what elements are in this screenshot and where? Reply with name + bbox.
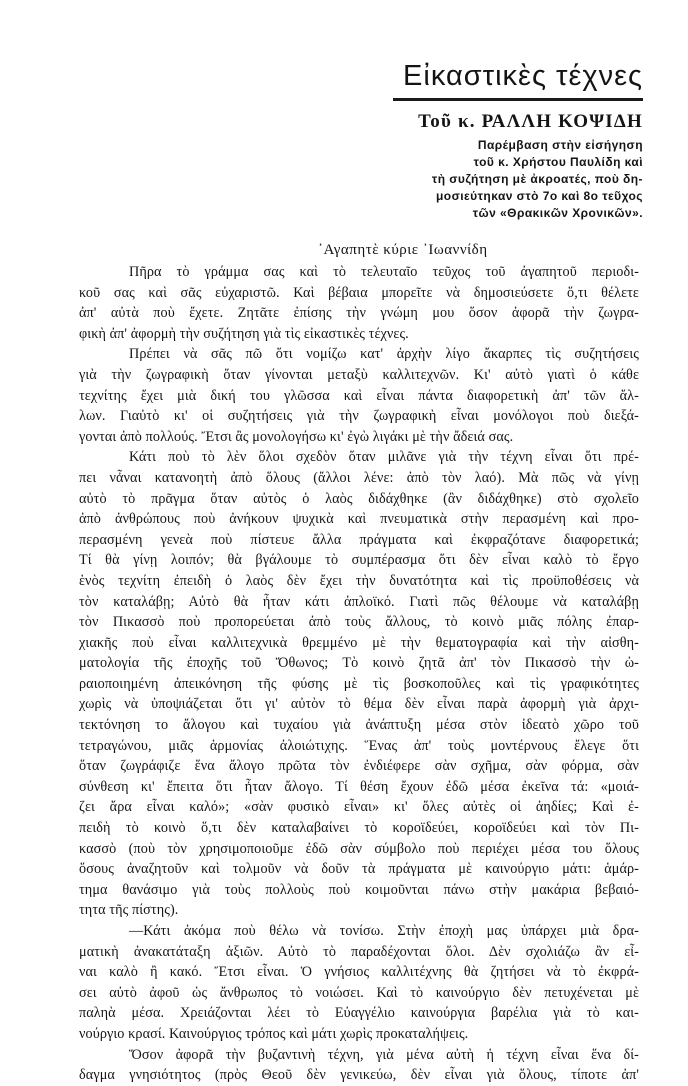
subhead-line: τοῦ κ. Χρήστου Παυλίδη καὶ: [473, 155, 643, 169]
body-line: περασμένη γενεὰ ποὺ πίστευε ἄλλα πράγματα καὶ ἐκφραζότανε διαφορετικά;: [79, 531, 639, 548]
body-line: γονται ἀπὸ πολλούς. Ἔτσι ἂς μονολογήσω κι' ἐγὼ λιγάκι μὲ τὴν ἄδειά σας.: [79, 428, 514, 445]
body-line: ραιοποιημένη ἀπεικόνηση τῆς φύσης μὲ τὶς βοσκοποῦλες καὶ τὶς γραφικότητες: [79, 675, 639, 692]
body-line: ἀπ' αὐτὰ ποὺ ἔχετε. Ζητᾶτε ἐπίσης τὴν γνώμη μου ὅσον ἀφορᾶ τὴν ζωγρα-: [79, 305, 639, 322]
article-subhead: [384, 137, 643, 222]
body-line: δαγμα γνησιότητος (πρὸς Θεοῦ δὲν γενικεύω, δὲν εἶναι γιὰ ὅλους, τίποτε ἀπ': [79, 1067, 639, 1084]
body-line: ναι καλὸ ἢ κακό. Ἔτσι εἶναι. Ὁ γνήσιος καλλιτέχνης θὰ ζητήσει νὰ τὸ ἐκφρά-: [79, 964, 639, 981]
body-line: ἑνὸς τεχνίτη ἐπειδὴ ὁ λαὸς δὲν ἔχει τὴν δυνατότητα καὶ τὶς προϋποθέσεις νὰ: [79, 572, 639, 589]
body-line: ὅσους ἀναζητοῦν καὶ τολμοῦν νὰ δοῦν τὰ πράγματα μὲ καινούργιο μάτι: ἁμάρ-: [79, 861, 639, 878]
subhead-line: Παρέμβαση στὴν εἰσήγηση: [477, 138, 643, 152]
body-line: σύνθεση κι' ἔπειτα ὅτι ἦταν ἄλογο. Τί θέση ἔχουν ἐδῶ μέσα ἐκεῖνα τά: «μοιά-: [79, 778, 639, 795]
body-line: λων. Γιαὐτὸ κι' οἱ συζητήσεις γιὰ τὴν ζωγραφικὴ εἶναι μονόλογοι ποὺ διεξά-: [79, 408, 639, 425]
body-line: Ὅσον ἀφορᾶ τὴν βυζαντινὴ τέχνη, γιὰ μένα αὐτὴ ἡ τέχνη εἶναι ἕνα δί-: [129, 1046, 639, 1063]
section-title: Εἰκαστικὲς τέχνες: [403, 60, 643, 92]
author-byline: Τοῦ κ. ΡΑΛΛΗ ΚΟΨΙΔΗ: [418, 111, 643, 132]
letter-salutation: ᾿Αγαπητὲ κύριε ᾿Ιωαννίδη: [318, 242, 488, 258]
body-line: φικὴ ἀπ' ἀφορμὴ τὴν συζήτηση γιὰ τὶς εἰκαστικὲς τέχνες.: [79, 325, 409, 342]
body-line: αὐτὸ τὸ πρᾶγμα ὅταν αὐτὸς ὁ λαὸς διδάχθηκε (ἂν διδάχθηκε) στὸ σχολεῖο: [79, 490, 639, 507]
body-line: σει αὐτὸ ἀφοῦ ὡς ἄνθρωπος τὸ νοιώσει. Καὶ τὸ καινούργιο δὲν πετυχένεται μὲ: [79, 984, 639, 1001]
body-line: τημα θανάσιμο γιὰ τοὺς πολλοὺς ποὺ κοιμοῦνται πάνω στὴν μακάρια βεβαιό-: [79, 881, 639, 898]
body-line: κασσὸ (ποὺ τὸν χρησιμοποιοῦμε ἐδῶ σὰν σύμβολο ποὺ περιέχει μέσα του ὅλους: [79, 840, 639, 857]
body-line: τετραγώνου, μιᾶς ἁρμονίας ἀλοιώτιχης. Ἕνας ἀπ' τοὺς μοντέρνους ἔλεγε ὅτι: [79, 737, 639, 754]
body-line: νούργιο κρασί. Καινούργιος τρόπος καὶ μάτι χωρὶς προκαταλήψεις.: [79, 1025, 469, 1042]
body-line: παληὰ μέσα. Χρειάζονται λέει τὸ Εὐαγγέλιο καινούργια βαρέλια γιὰ τὸ και-: [79, 1005, 639, 1022]
body-line: ὅταν ζωγράφιζε ἕνα ἄλογο πρῶτα τὸν ἐνδιέφερε σὰν σχῆμα, σὰν φόρμα, σὰν: [79, 758, 639, 775]
body-line: τεχνίτης ἔχει μιὰ δική του γλῶσσα καὶ εἶναι πάντα διαφορετικὴ ἀπ' τῶν ἄλ-: [79, 387, 639, 404]
body-line: Κάτι ποὺ τὸ λὲν ὅλοι σχεδὸν ὅταν μιλᾶνε γιὰ τὴν τέχνη εἶναι ὅτι πρέ-: [129, 449, 639, 466]
body-line: γιὰ τὴν ζωγραφικὴ ὅταν γίνονται μεταξὺ καλλιτεχνῶν. Κι' αὐτὸ γιατὶ ὁ κάθε: [79, 366, 639, 383]
body-line: χωρὶς νὰ ὑποψιάζεται ὅτι γι' αὐτὸν τὸ θέμα δὲν εἶναι παρὰ ἀφορμὴ γιὰ ἀρχι-: [79, 696, 639, 713]
subhead-line: τῶν «Θρακικῶν Χρονικῶν».: [472, 206, 643, 220]
body-line: τὸν Πικασσὸ ποὺ προπορεύεται ἀπὸ τοὺς ἄλλους, τὸ κοινὸ μιᾶς πόλης ἐπαρ-: [79, 614, 639, 631]
body-line: ζει ἄρα εἶναι καλό»; «σὰν φυσικὸ εἶναι» κι' ὅλες αὐτὲς οἱ ἀηδίες; Καὶ ἐ-: [79, 799, 639, 816]
body-line: —Κάτι ἀκόμα ποὺ θέλω νὰ τονίσω. Στὴν ἐποχὴ μας ὑπάρχει μιὰ δρα-: [129, 923, 639, 939]
body-line: ματικὴ ἀνακατάταξη ἀξιῶν. Αὐτὸ τὸ παραδέχονται ὅλοι. Δὲν σχολιάζω ἂν εἶ-: [79, 943, 639, 960]
body-line: Πρέπει νὰ σᾶς πῶ ὅτι νομίζω κατ' ἀρχὴν λίγο ἄκαρπες τὶς συζητήσεις: [129, 346, 639, 363]
body-line: χιακῆς ποὺ εἶναι καλλιτεχνικὰ θρεμμένο μὲ τὴν θεματογραφία καὶ τὴν αἰσθη-: [79, 634, 639, 651]
body-line: ἀπὸ ἀνθρώπους ποὺ ἀνήκουν ψυχικὰ καὶ πνευματικὰ στὴν περασμένη καὶ προ-: [79, 511, 639, 528]
title-rule: [393, 98, 643, 101]
body-line: πειδὴ τὸ κοινὸ ὅ,τι δὲν καταλαβαίνει τὸ κοροϊδεύει, κοροϊδεύει καὶ τὸν Πι-: [79, 820, 639, 837]
body-line: τεκτόνηση το ἄλογου καὶ τυχαίου γιὰ ἀνάπτυξη μέσα στὸν ἰδεατὸ χῶρο τοῦ: [79, 717, 639, 734]
body-line: τητα τῆς πίστης).: [79, 902, 179, 919]
subhead-line: μοσιεύτηκαν στὸ 7ο καὶ 8ο τεῦχος: [436, 189, 643, 203]
body-line: Τί θὰ γίνῃ λοιπόν; θὰ βγάλουμε τὸ συμπέρασμα ὅτι δὲν εἶναι καλὸ τὸ ἔργο: [79, 552, 639, 569]
article-body: [79, 262, 639, 1086]
body-line: τὸν καταλάβῃ; Αὐτὸ θὰ ἦταν κάτι ἀπλοϊκό. Γιατὶ πῶς θέλουμε νὰ καταλάβῃ: [79, 593, 639, 610]
body-line: κοῦ σας καὶ σᾶς εὐχαριστῶ. Καὶ βέβαια μπορεῖτε νὰ δημοσιεύσετε ὅ,τι θέλετε: [79, 284, 639, 301]
body-line: ματολογία τῆς ἐποχῆς τοῦ Ὄθωνος; Τὸ κοινὸ ζητᾶ ἀπ' τὸν Πικασσὸ τὴν ὡ-: [79, 655, 639, 672]
body-line: Πῆρα τὸ γράμμα σας καὶ τὸ τελευταῖο τεῦχος τοῦ ἀγαπητοῦ περιοδι-: [129, 264, 639, 280]
subhead-line: τὴ συζήτηση μὲ ἀκροατές, ποὺ δη-: [431, 172, 643, 186]
body-line: πει νἆναι κατανοητὴ ἀπὸ ὅλους (ἄλλοι λένε: ἀπὸ τὸν λαό). Μὰ πῶς νὰ γίνῃ: [79, 469, 639, 486]
